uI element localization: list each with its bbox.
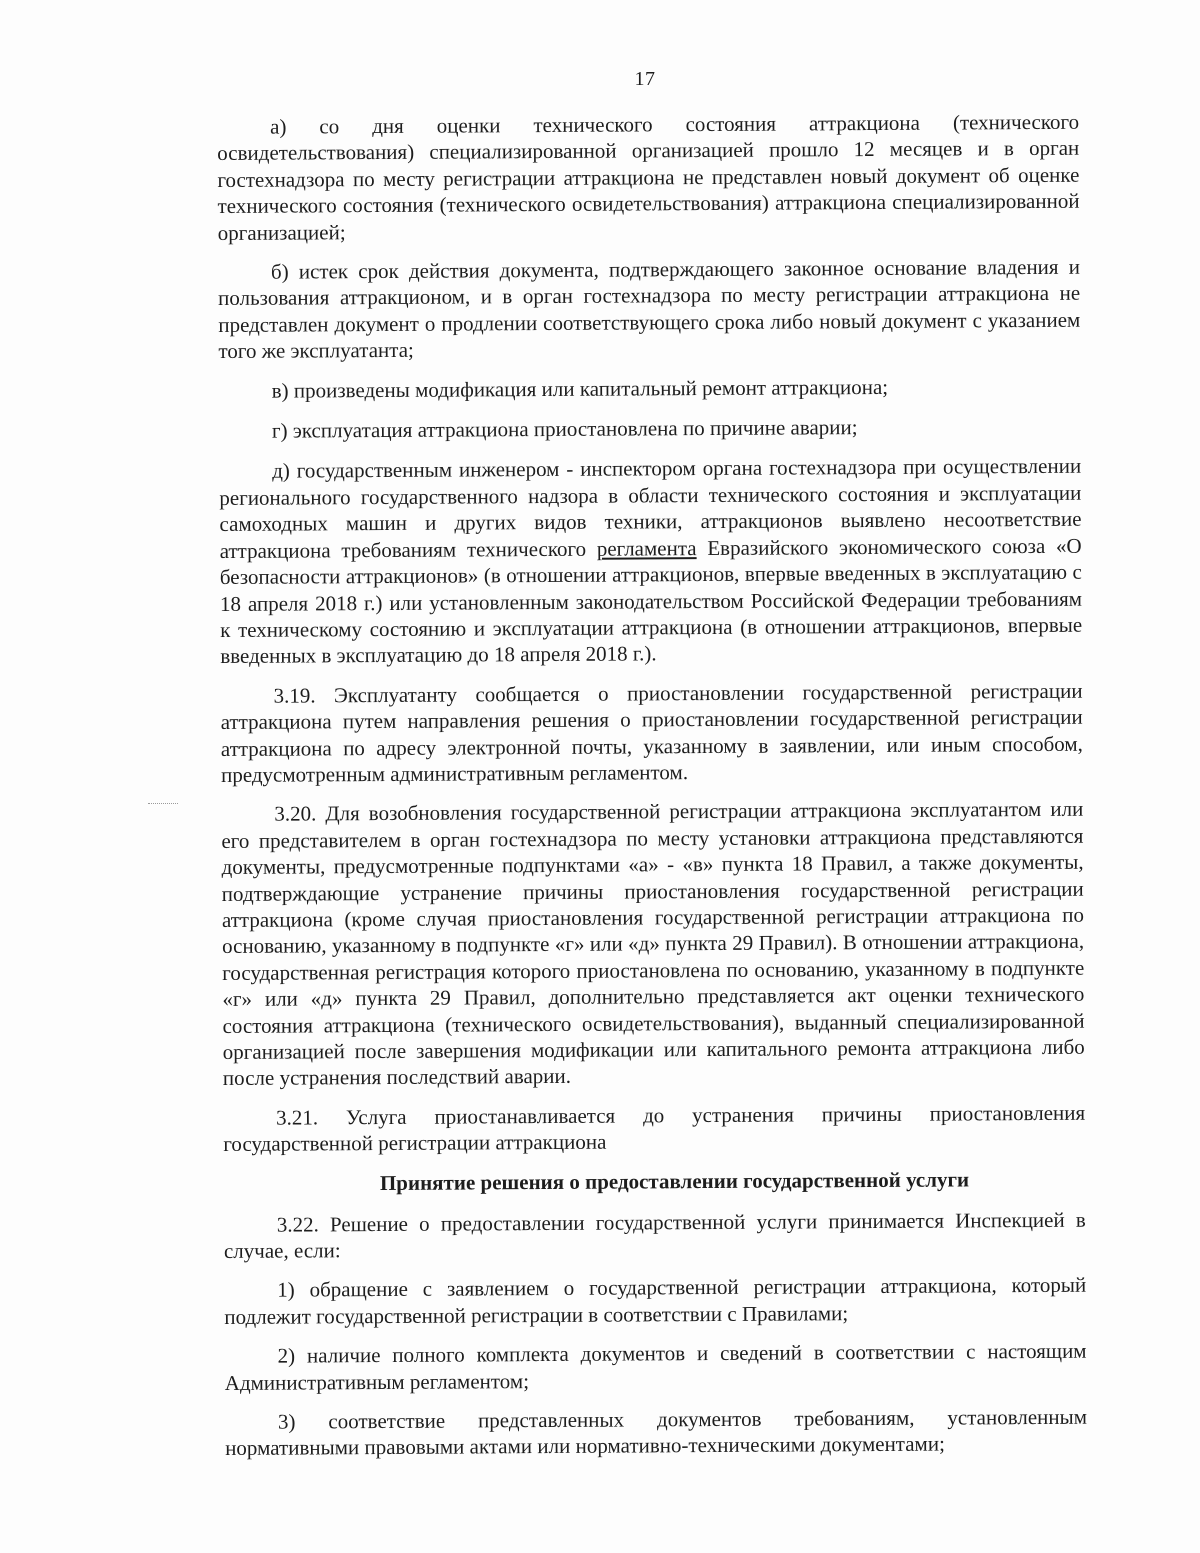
paragraph-b: б) истек срок действия документа, подтверждающего законное основание владения и пользования аттракционом, и в орган гостехнадзора по месту регистрации аттракциона не представлен документ о продлении соответствующего срока либо новый документ с указанием того же эксплуатанта;: [218, 254, 1081, 364]
section-heading: Принятие решения о предоставлении государственной услуги: [379, 1167, 970, 1195]
paragraph-d: [219, 453, 1082, 670]
document-body: [217, 109, 1087, 1475]
list-item-1: 1) обращение с заявлением о государственной регистрации аттракциона, который подлежит государственной регистрации в соответствии с Правилами;: [224, 1273, 1087, 1329]
list-item-3: 3) соответствие представленных документов требованиям, установленным нормативными правовыми актами или нормативно-техническими документами;: [225, 1404, 1088, 1461]
paragraph-g: г) эксплуатация аттракциона приостановлена по причине аварии;: [271, 415, 858, 443]
paragraph-a: а) со дня оценки технического состояния аттракциона (технического освидетельствования) специализированной организацией прошло 12 месяцев и в орган гостехнадзора по месту регистрации аттракциона не представлен новый документ об оценке технического состояния (технического освидетельствования) аттракциона специализированной организацией;: [217, 109, 1080, 245]
regulation-link[interactable]: регламента: [596, 535, 697, 561]
paragraph-3-19: 3.19. Эксплуатанту сообщается о приостановлении государственной регистрации аттракциона путем направления решения о приостановлении государственной регистрации аттракциона по адресу электронной почты, указанному в заявлении, или иным способом, предусмотренным административным регламентом.: [220, 678, 1083, 787]
paragraph-3-20: 3.20. Для возобновления государственной регистрации аттракциона эксплуатантом или его представителем в орган гостехнадзора по месту установки аттракциона представляются документы, предусмотренные подпунктами «а» - «в» пункта 18 Правил, а также документы, подтверждающие устранение причины приостановления государственной регистрации аттракциона (кроме случая приостановления государственной регистрации аттракциона по основанию, указанному в подпункте «г» или «д» пункта 29 Правил). В отношении аттракциона, государственная регистрация которого приостановлена по основанию, указанному в подпункте «г» или «д» пункта 29 Правил, дополнительно представляется акт оценки технического состояния аттракциона (технического освидетельствования), выданный специализированной организацией после завершения модификации или капитального ремонта аттракциона либо после устранения последствий аварии.: [221, 797, 1085, 1091]
paragraph-d-text-2: Евразийского экономического союза «О безопасности аттракционов» (в отношении аттракционов, впервые введенных в эксплуатацию с 18 апреля 2018 г.) или установленным законодательством Российской Федерации требованиям к техническому состоянию и эксплуатации аттракциона (в отношении аттракционов, впервые введенных в эксплуатацию до 18 апреля 2018 г.).: [219, 533, 1083, 669]
paragraph-3-22: 3.22. Решение о предоставлении государственной услуги принимается Инспекцией в случае, если:: [223, 1207, 1086, 1264]
page-number: 17: [634, 68, 656, 90]
paragraph-v: в) произведены модификация или капитальный ремонт аттракциона;: [271, 374, 889, 403]
paragraph-3-21: 3.21. Услуга приостанавливается до устранения причины приостановления государственной регистрации аттракциона: [223, 1100, 1086, 1157]
scan-margin-mark: [148, 803, 178, 804]
paragraph-d-text-1: д) государственным инженером - инспектором органа гостехнадзора при осуществлении регионального государственного надзора в области технического состояния и эксплуатации самоходных машин и других видов техники, аттракционов выявлено несоответствие аттракциона требованиям технического: [219, 454, 1082, 563]
list-item-2: 2) наличие полного комплекта документов и сведений в соответствии с настоящим Административным регламентом;: [224, 1338, 1087, 1395]
